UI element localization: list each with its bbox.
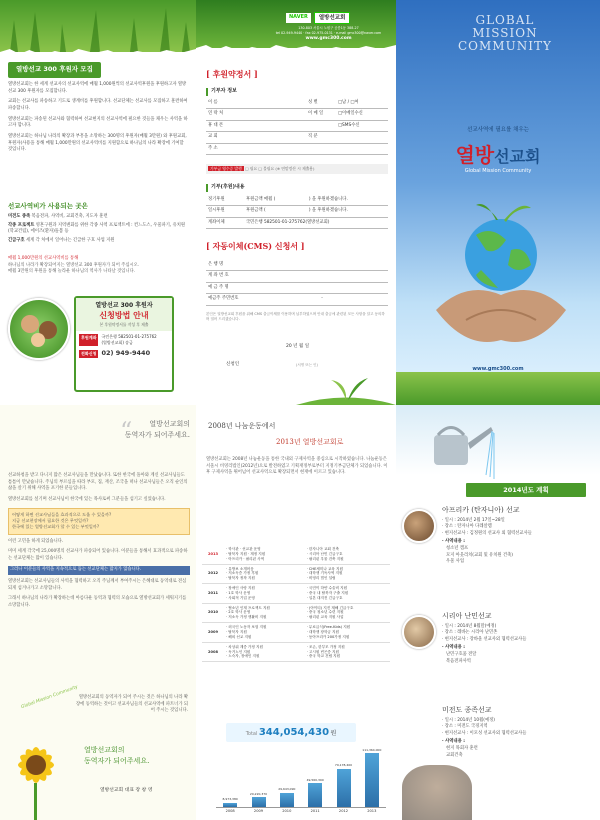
partner-body bbox=[8, 473, 190, 610]
giving-suffix: ) 을 후원하겠습니다. bbox=[307, 195, 388, 206]
field-label: 직 분 bbox=[306, 132, 336, 143]
body-p3: 이런 고민을 하게 되었습니다. bbox=[8, 538, 64, 544]
account-number: 국민은행 582501-01-275762 bbox=[101, 333, 157, 339]
cms-input[interactable] bbox=[256, 271, 388, 282]
timeline-row bbox=[202, 603, 390, 623]
phone-label: 전화신청 bbox=[81, 350, 97, 356]
field-input[interactable] bbox=[251, 98, 306, 109]
phone-number: 02) 949-9440 bbox=[101, 348, 151, 357]
timeline-year: 2010 bbox=[202, 603, 224, 623]
use-key: 각종 프로젝트 bbox=[8, 222, 35, 228]
giving-heading: 기부(후원)내용 bbox=[206, 184, 245, 192]
apply-line1: 열방선교 300 후원자 bbox=[95, 302, 153, 309]
question-1: 어떻게 하면 선교사님들을 효과적으로 도울 수 있을까? bbox=[12, 511, 112, 517]
panel-plan bbox=[396, 405, 600, 820]
timeline-year: 2009 bbox=[202, 623, 224, 643]
field-label: 교 회 bbox=[206, 132, 251, 143]
giving-suffix: ) 을 후원하겠습니다. bbox=[307, 206, 388, 217]
receipt-options[interactable]: □ 필요 □ 불필요 bbox=[244, 166, 275, 171]
watermark-text: Global Mission Community bbox=[20, 684, 79, 711]
timeline-year: 2013 bbox=[202, 545, 224, 564]
chart-bar bbox=[280, 793, 294, 807]
timeline-year: 2011 bbox=[202, 584, 224, 604]
use-value: 복음전파, 사역비, 교회건축, 지도자 훈련 bbox=[31, 214, 108, 219]
panel-partner bbox=[0, 405, 196, 820]
body-p2: 열방선교회를 설기며 선교사님이 한국에 있는 목사로써 그분들을 섬기고 싶었습니다. bbox=[8, 496, 166, 502]
history-table bbox=[202, 545, 390, 662]
plan-line: · 장소 : 탄자니아 다레살렘 bbox=[442, 524, 492, 530]
timeline-col-b: · 무료급식(Free-Kids) 지원 · 대학생 장학금 지원 · 동아프리카 200가정 지원 bbox=[305, 623, 390, 643]
date-line[interactable]: 20 년 월 일 bbox=[286, 344, 310, 349]
field-input[interactable] bbox=[251, 132, 306, 143]
title-main: 열방 bbox=[455, 143, 495, 167]
question-2: 지금 선교현장에서 필요한 것은 무엇일까? bbox=[12, 517, 89, 523]
field-input[interactable] bbox=[336, 132, 388, 143]
apply-box bbox=[74, 296, 174, 392]
body-highlight: 그러나 이분들의 사역을 지속적으로 돕는 선교단체는 많지가 않습니다. bbox=[8, 566, 190, 575]
apply-line2: 신청방법 안내 bbox=[99, 311, 149, 320]
intro-p1: 열방선교회는 한 세계 선교사의 선교사역에 매월 1,000원씩의 선교사역후원을 후원하고자 열방선교 300 후원자를 모집합니다. bbox=[8, 82, 187, 94]
total-value: 344,054,430 bbox=[258, 727, 330, 738]
transfer-account: 국민은행 582501-01-275762(열방선교회) bbox=[244, 217, 388, 228]
apply-line3: 본 후원약정서를 작성 후 제출 bbox=[99, 322, 149, 327]
closing-line1: 열방선교회의 bbox=[84, 746, 125, 754]
body-p6: 그래서 하나님의 나라가 확장하는데 아름다운 동역과 협력의 모습으로 열방선교회가 세워지기를 소망합니다. bbox=[8, 596, 187, 609]
giving-type: 일시후원 bbox=[206, 206, 244, 217]
history-intro: 열방선교회는 2008년 나눔운동을 통한 국내외 구제사역을 중심으로 시작하였습니다. 나눔운동은 서울시 비영리법인(2012년)으로 발전하였고 기획재정부로부터 지정기부금단체가 되었습니다. 이후 구제사역을 뛰어넘어 선교사역으로 확장되면서 현재에 이르고 있습니다. bbox=[206, 457, 388, 476]
intro-p2: 교회는 선교사를 파송하고 기도로 생계비를 후원합니다. 선교단체는 선교사를 모집하고 훈련하여 파송합니다. bbox=[8, 99, 188, 111]
use-key: 미전도 종족 bbox=[8, 214, 31, 219]
gender-checkbox[interactable]: □남 / □여 bbox=[336, 98, 388, 109]
use-value: 영혼구원과 지역변화를 위한 각종 사역 프로젝트에 : 컨느도스, 우물파기, 유치원(학교건립), 에이즈(환자)돌봄 등 bbox=[8, 222, 186, 235]
question-box bbox=[8, 508, 190, 535]
body-p1: 선교하청을 받고 다니지 많은 선교사님들을 만났습니다. 또한 한국에 돌아와 계신 선교사님들도 틈틈이 만났습니다. 주님의 부르심을 따라 부모, 집, 재산, 조국을 떠나 선교사님들은 오직 순인의 삶을 살기 위해 사역을 포기한 분들입니다. bbox=[8, 473, 188, 492]
title-sub: 선교회 bbox=[494, 147, 541, 166]
contact: tel 02-949-9440 · fax 02-975-0131 · e-mail gmc300@naver.com bbox=[275, 30, 382, 35]
plan-subline: 청소년 캠프 bbox=[446, 546, 469, 552]
cms-label: 예 금 주 명 bbox=[206, 282, 256, 293]
plan-subline: 우물 사업 bbox=[446, 559, 464, 565]
timeline-row bbox=[202, 584, 390, 604]
cms-input[interactable] bbox=[256, 260, 388, 271]
gmc-logo bbox=[458, 14, 552, 54]
chart-x-axis bbox=[216, 807, 386, 815]
plan-line: · 현지선교사 : 장바울 선교사외 협력선교사들 bbox=[442, 636, 527, 642]
field-input[interactable] bbox=[251, 120, 306, 131]
closing-1: 매월 1,000만원의 선교사역비를 통해 bbox=[8, 256, 79, 261]
globe-in-hands-icon bbox=[426, 200, 576, 360]
plan-sub: · 사역내용 : bbox=[442, 645, 465, 651]
applicant-label: 신청인 bbox=[226, 362, 240, 367]
giving-amount[interactable]: 후원금액 매월 ( bbox=[244, 195, 307, 206]
plan-line: · 현지선교사 : 이모성 선교사외 협력선교사들 bbox=[442, 730, 527, 736]
chart-bar bbox=[252, 797, 266, 807]
address-input[interactable] bbox=[251, 143, 388, 154]
receipt-notice bbox=[206, 164, 388, 174]
donor-info-heading: 기부자 정보 bbox=[206, 88, 237, 96]
field-label: 이 름 bbox=[206, 98, 251, 109]
plan-subline: 복음전파사역 bbox=[446, 658, 471, 664]
cms-label: 계 좌 번 호 bbox=[206, 271, 256, 282]
partner-closing bbox=[84, 745, 149, 766]
giving-type: 정기후원 bbox=[206, 195, 244, 206]
use-key: 긴급구호 bbox=[8, 237, 25, 243]
syria-photo bbox=[402, 615, 436, 649]
search-query: 열방선교회 bbox=[314, 12, 351, 24]
cms-title: [ 자동이체(CMS) 신청서 ] bbox=[206, 241, 305, 251]
plan-sub: · 사역내용 : bbox=[442, 539, 465, 545]
cover-grass bbox=[396, 372, 600, 405]
hands-photo bbox=[8, 298, 70, 360]
hands-icon bbox=[10, 300, 68, 358]
plan-item-2 bbox=[442, 611, 596, 665]
signature: 열방선교회 대표 장 창 영 bbox=[100, 788, 153, 793]
timeline-row bbox=[202, 564, 390, 584]
timeline-col-b: · 한자니아 교회 건축 · 시리아 난민 긴급구호 · 필리핀 우물 건축 지원 bbox=[305, 545, 390, 564]
chart-tick-label: 2011 bbox=[310, 809, 320, 813]
address: 130-803 서울시 노원구 공릉1동 388-27 bbox=[298, 26, 359, 30]
grass-banner bbox=[0, 0, 196, 52]
timeline-year: 2008 bbox=[202, 642, 224, 662]
pledge-title: [ 후원약정서 ] bbox=[206, 69, 258, 79]
use-list bbox=[8, 214, 188, 245]
account-label: 후원계좌 bbox=[79, 334, 98, 346]
plant-icon bbox=[296, 370, 396, 405]
body-p5: 열방선교회는 선교사님들의 사역을 협력하고 오직 주님께서 부여주시는 은혜대로 동역대로 전심 되게 섬겨나가고 소망합니다. bbox=[8, 579, 187, 591]
chart-data-label: 49,560,390 bbox=[306, 777, 324, 782]
recruit-tag: 열방선교 300 후원자 모집 bbox=[8, 62, 101, 78]
timeline-col-a: · 협소년 인재 프로젝트 지원 · 2호 학사 운영 · 저소득 가정 생활비 지원 bbox=[224, 603, 305, 623]
chart-data-label: 29,643,090 bbox=[278, 787, 296, 792]
plan-title: 시리아 난민선교 bbox=[442, 612, 492, 620]
chart-tick-label: 2013 bbox=[367, 809, 377, 813]
chart-bar bbox=[365, 753, 379, 807]
chart-bar bbox=[308, 783, 322, 807]
body-p7: 열방선교회의 동역자가 되어 주시는 것은 하나님의 나라 확장에 동역하는 것이고 선교사님들의 선교사역에 파트너가 되어 주시는 것입니다. bbox=[76, 695, 188, 714]
plan-item-3 bbox=[442, 705, 596, 759]
quote-icon: “ bbox=[120, 417, 133, 445]
panel-pledge-form bbox=[196, 0, 396, 405]
panel-cover bbox=[396, 0, 600, 405]
chart-tick-label: 2012 bbox=[338, 809, 349, 813]
timeline-col-a: · 학사관 · 선교관 운영 · 탈북자 지원 · 재정 지원 · 아프리카 · 필리핀 사역 bbox=[224, 545, 305, 564]
plan-subline: 현지 목회자 훈련 bbox=[446, 746, 478, 752]
timeline-col-a: · 차상위 계층 가정 지원 · 독거노인 지원 · 노숙자, 장애인 지원 bbox=[224, 642, 305, 662]
chart-tick-label: 2008 bbox=[225, 809, 235, 813]
plan-sub: · 사역내용 : bbox=[442, 739, 465, 745]
chart-data-label: 79,178,400 bbox=[334, 763, 353, 768]
cms-input[interactable] bbox=[256, 282, 388, 293]
recruit-intro bbox=[8, 82, 188, 154]
plan-subline: 모지 아웃리치(교회 및 유치원 건축) bbox=[446, 552, 513, 558]
question-3: 한국에 있는 열방선교회가 할 수 있는 부엇일까? bbox=[12, 524, 100, 530]
plan-heading: 2014년도 계획 bbox=[466, 483, 586, 497]
donation-chart bbox=[216, 741, 386, 807]
timeline-col-b: · (아이티) 지진 재해 긴급구호 · 중국 청소년 수련 지원 · 필리핀 교육 지원 사업 bbox=[305, 603, 390, 623]
plan-subline: 난민구호품 전달 bbox=[446, 652, 477, 658]
field-label: 휴 대 폰 bbox=[206, 120, 251, 131]
naver-logo: NAVER bbox=[286, 13, 311, 23]
history-head2: 2013년 열방선교회로 bbox=[276, 438, 344, 446]
donor-form bbox=[206, 98, 388, 155]
heading-line1: 열방선교회의 bbox=[149, 420, 190, 428]
timeline-row bbox=[202, 545, 390, 564]
grass-icon bbox=[0, 0, 196, 52]
cms-label: 은 행 명 bbox=[206, 260, 256, 271]
closing-2: 하나님의 나라가 확장되어지는 열방선교 300 후원자가 되어 주십시오. bbox=[8, 262, 140, 268]
panel-history bbox=[196, 405, 396, 820]
search-bar[interactable] bbox=[286, 12, 350, 24]
receipt-badge: 기부금 영수증 발행 bbox=[210, 166, 242, 171]
cover-title bbox=[396, 140, 600, 170]
plan-line: · 일시 : 2014년 8월말(예정) bbox=[442, 623, 497, 629]
timeline-year: 2012 bbox=[202, 564, 224, 584]
account-holder: (열방선교회) 송금 bbox=[101, 339, 133, 345]
intro-p4: 열방선교회는 하나님 나라의 확장과 부흥을 소망하는 300명의 후원자(매월 3만원) 와 후원교회, 후원자(사용을 통해 매월 1,000만원의 선교사역비를 지원함으로 하나님의 나라 확장에 기여할 것입니다. bbox=[8, 133, 187, 153]
total-unit: 원 bbox=[330, 730, 337, 737]
timeline-row bbox=[202, 642, 390, 662]
total-banner bbox=[226, 723, 356, 742]
cover-subtitle: 선교사역에 필요를 채우는 bbox=[467, 127, 529, 133]
field-input[interactable] bbox=[251, 109, 306, 120]
partner-heading bbox=[60, 419, 190, 440]
plan-item-1 bbox=[442, 505, 596, 566]
plan-title: 미전도 종족선교 bbox=[442, 706, 492, 714]
cms-input[interactable]: - bbox=[256, 294, 388, 305]
timeline-col-b: · 조손, 한부모 가정 지원 · 고시원 빈곤층 지원 · 중국 학교 건립 지원 bbox=[305, 642, 390, 662]
child-photo bbox=[402, 765, 472, 820]
plan-line: · 일시 : 2014년 10월(예정) bbox=[442, 717, 495, 723]
cover-url[interactable]: www.gmc300.com bbox=[472, 366, 524, 372]
plan-subline: 교회건축 bbox=[446, 752, 463, 758]
use-heading: 선교사역비가 사용되는 곳은 bbox=[8, 202, 88, 210]
plan-title: 아프리카 (탄자니아) 선교 bbox=[442, 506, 520, 514]
closing-3: 매월 3만원의 후원을 통해 놀라운 하나님의 역사가 나타날 것입니다. bbox=[8, 269, 136, 275]
chart-data-label: 111,364,000 bbox=[362, 747, 382, 752]
history-head1: 2008년 나눔운동에서 bbox=[208, 422, 276, 430]
watering-can-icon bbox=[416, 415, 496, 485]
chart-data-label: 20,220,370 bbox=[249, 791, 268, 796]
use-value: 세계 각 처에서 일어나는 긴급한 구호 사업 지원 bbox=[25, 237, 115, 243]
chart-data-label: 8,973,380 bbox=[222, 797, 238, 802]
contact-info bbox=[266, 26, 391, 43]
plan-line: · 장소 : 미전도 국경지역 bbox=[442, 724, 488, 730]
body-p4: 미미 세계 각국에 25,000명의 선교사가 파송되어 있습니다. 이분들을 통해서 효과적으로 파송하는 선교단체는 많이 있습니다. bbox=[8, 549, 188, 561]
email-checkbox[interactable]: □이메일수신 bbox=[336, 109, 388, 120]
closing-text bbox=[8, 256, 188, 276]
chart-tick-label: 2010 bbox=[282, 809, 292, 813]
receipt-note: (※ 연말정산 시 제출용) bbox=[275, 166, 315, 171]
field-label: 이 메 일 bbox=[306, 109, 336, 120]
logo-word: GLOBAL bbox=[475, 13, 535, 27]
timeline-col-b: · 국민이 하얀 수술비 지원 · 중국 내 탈북자 구출 지원 · 일본 대지진 긴급구호 bbox=[305, 584, 390, 604]
cover-english: Global Mission Community bbox=[464, 168, 532, 174]
sunflower-icon bbox=[4, 725, 68, 820]
heading-line2: 동역자가 되어주세요. bbox=[124, 430, 190, 439]
sms-checkbox[interactable]: □SMS수신 bbox=[336, 120, 388, 131]
timeline-col-b: · CHE세미나 교육 지원 · 대학생 기독사역 지원 · 비영리 법인 설립 bbox=[305, 564, 390, 584]
cms-note: 본인은 열방선교회 후원을 위해 CMS 출금이체를 이용하며 납부하였으며 안내 출금에 관련된 모든 사항을 알고 동의하며 열어 드리겠습니다. bbox=[206, 312, 385, 322]
timeline-row bbox=[202, 623, 390, 643]
field-label: 성 별 bbox=[306, 98, 336, 109]
chart-tick-label: 2009 bbox=[253, 809, 264, 813]
intro-p3: 열방선교회는 파송된 선교사와 협력하여 선교현지의 선교사역에 필요한 것들을 채우는 사역을 하고자 합니다. bbox=[8, 116, 188, 129]
cms-form bbox=[206, 260, 388, 306]
africa-photo bbox=[402, 509, 436, 543]
timeline-col-a: · 장애인 사랑 지원 · 1호 학사 운영 · 사회적 기업 운영 bbox=[224, 584, 305, 604]
field-label: 주 소 bbox=[206, 143, 251, 154]
chart-bar bbox=[337, 769, 351, 807]
total-label: Total bbox=[245, 731, 258, 737]
signature-field[interactable]: (서명 또는 인) bbox=[296, 363, 318, 367]
panel-recruit bbox=[0, 0, 196, 405]
closing-line2: 동역자가 되어주세요. bbox=[84, 756, 150, 765]
plan-line: · 장소 : 레바논 시리아 난민촌 bbox=[442, 630, 498, 636]
cms-label: 예금주 주민번호 bbox=[206, 294, 256, 305]
giving-amount[interactable]: 후원금액 ( bbox=[244, 206, 307, 217]
timeline-col-a: · 외국인 노동자 보험 지원 · 탈북자 지원 · 해외 선교 지원 bbox=[224, 623, 305, 643]
plan-line: · 현지선교사 : 김정원의 선교사 외 협력선교사들 bbox=[442, 530, 532, 536]
plan-line: · 일시 : 2014년 2월 17일~28일 bbox=[442, 517, 505, 523]
field-label: 연 락 처 bbox=[206, 109, 251, 120]
logo-word: COMMUNITY bbox=[458, 39, 552, 54]
url: www.gmc300.com bbox=[305, 35, 352, 41]
giving-type: 계좌이체 bbox=[206, 217, 244, 228]
timeline-col-a: · 유방보 소개어음 · 저소득층 가정 후원 · 탈북자 정착 지원 bbox=[224, 564, 305, 584]
logo-word: MISSION bbox=[472, 26, 538, 41]
giving-form bbox=[206, 195, 388, 229]
